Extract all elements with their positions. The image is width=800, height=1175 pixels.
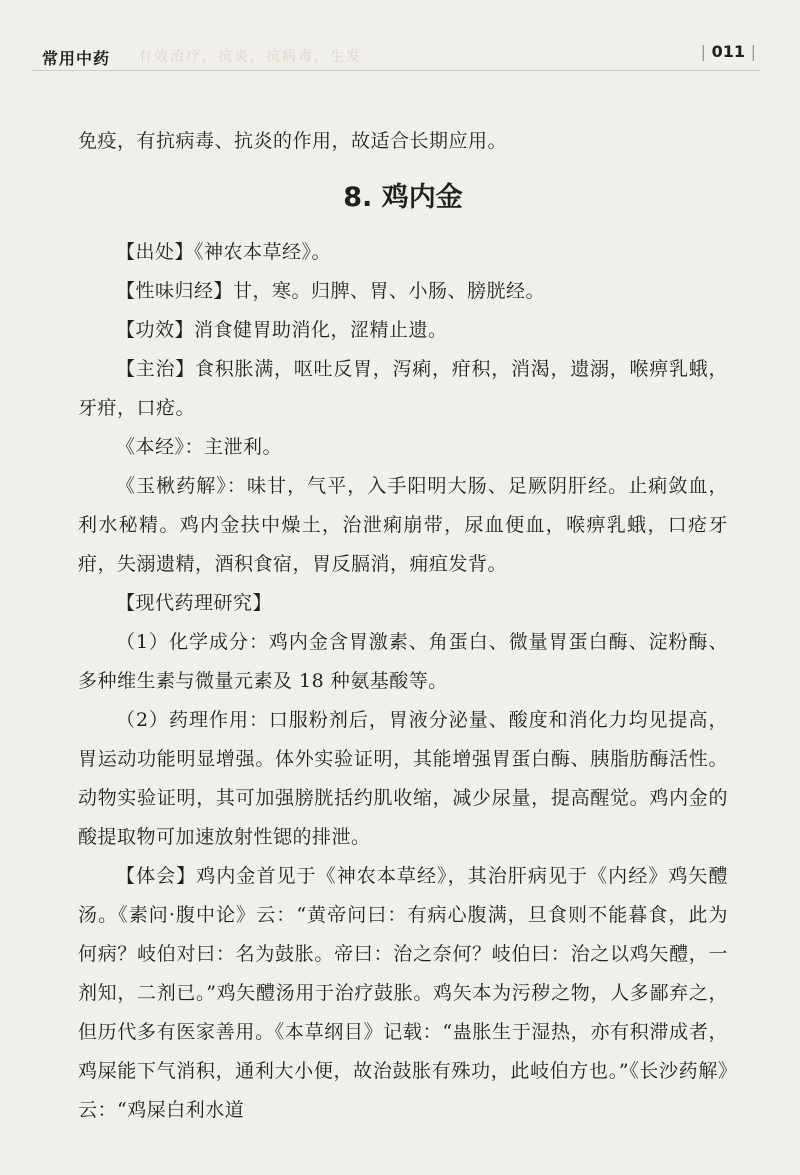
modern-research-heading: 【现代药理研究】 bbox=[116, 592, 273, 614]
pharmacology-paragraph: （2）药理作用：口服粉剂后，胃液分泌量、酸度和消化力均见提高，胃运动功能明显增强。体外实验证明，其能增强胃蛋白酶、胰脂肪酶活性。动物实验证明，其可加强膀胱括约肌收缩，减少尿量，提高醒觉。鸡内金的酸提取物可加速放射性锶的排泄。 bbox=[78, 709, 728, 848]
page-number-value: 011 bbox=[711, 42, 746, 61]
page-number-bar-left: | bbox=[700, 42, 707, 61]
running-header-subtitle: 有效治疗，抗炎，抗病毒，生发 bbox=[138, 49, 362, 65]
experience-paragraph: 【体会】鸡内金首见于《神农本草经》，其治肝病见于《内经》鸡矢醴汤。《素问·腹中论》云：“黄帝问曰：有病心腹满，旦食则不能暮食，此为何病？岐伯对曰：名为鼓胀。帝曰：治之奈何？岐伯曰：治之以鸡矢醴，一剂知，二剂已。”鸡矢醴汤用于治疗鼓胀。鸡矢本为污秽之物，人多鄙弃之，但历代多有医家善用。《本草纲目》记载：“蛊胀生于湿热，亦有积滞成者，鸡屎能下气消积，通利大小便，故治鼓胀有殊功，此岐伯方也。”《长沙药解》云：“鸡屎白利水道 bbox=[78, 865, 728, 1121]
chemistry-paragraph: （1）化学成分：鸡内金含胃激素、角蛋白、微量胃蛋白酶、淀粉酶、多种维生素与微量元素及 18 种氨基酸等。 bbox=[78, 631, 728, 692]
nature-paragraph: 【性味归经】甘，寒。归脾、胃、小肠、膀胱经。 bbox=[116, 280, 546, 302]
source-paragraph: 【出处】《神农本草经》。 bbox=[116, 241, 332, 263]
indications-paragraph: 【主治】食积胀满，呕吐反胃，泻痢，疳积，消渴，遗溺，喉痹乳蛾，牙疳，口疮。 bbox=[78, 358, 728, 419]
benjing-paragraph: 《本经》：主泄利。 bbox=[116, 436, 283, 458]
efficacy-paragraph: 【功效】消食健胃助消化，涩精止遗。 bbox=[116, 319, 448, 341]
running-header-title: 常用中药 bbox=[42, 49, 111, 68]
yuqiu-paragraph: 《玉楸药解》：味甘，气平，入手阳明大肠、足厥阴肝经。止痢敛血，利水秘精。鸡内金扶中燥土，治泄痢崩带，尿血便血，喉痹乳蛾，口疮牙疳，失溺遗精，酒积食宿，胃反膈消，痈疽发背。 bbox=[78, 475, 728, 575]
page-number bbox=[701, 42, 756, 61]
intro-paragraph: 免疫，有抗病毒、抗炎的作用，故适合长期应用。 bbox=[78, 130, 508, 152]
body-text bbox=[78, 122, 728, 1130]
header-rule bbox=[32, 70, 760, 71]
page-number-bar-right: | bbox=[750, 42, 756, 61]
section-title: 8. 鸡内金 bbox=[343, 182, 463, 213]
